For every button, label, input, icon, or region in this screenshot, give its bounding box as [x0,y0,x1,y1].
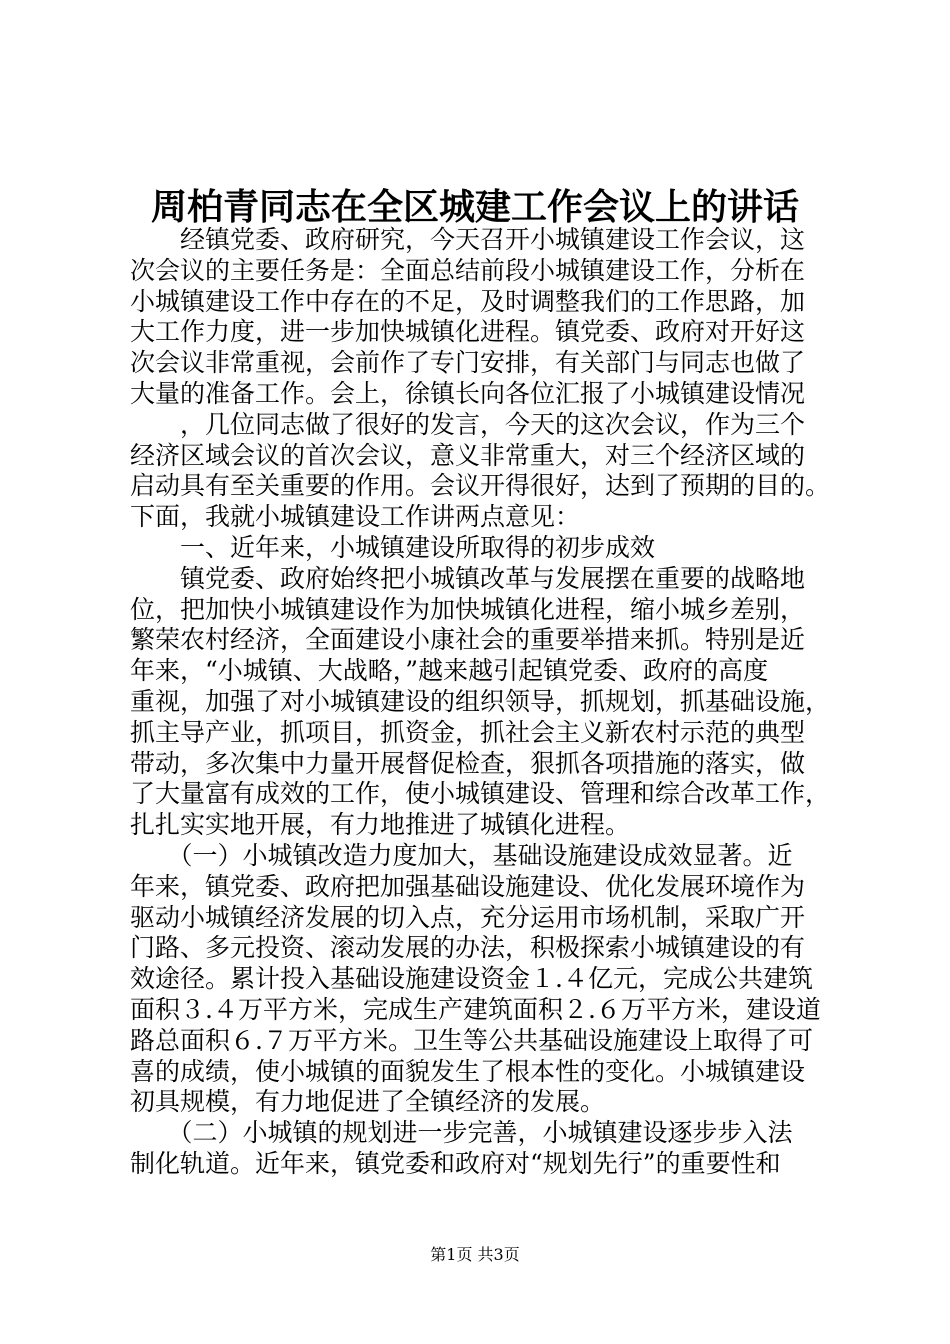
document-body [130,225,835,1180]
body-line: 大量的准备工作。会上，徐镇长向各位汇报了小城镇建设情况 [130,378,806,408]
body-line: 经镇党委、政府研究，今天召开小城镇建设工作会议，这 [130,225,806,254]
body-line: 次会议非常重视，会前作了专门安排，有关部门与同志也做了 [130,348,806,378]
body-line: 启动具有至关重要的作用。会议开得很好，达到了预期的目的。 [130,471,831,501]
body-line: 年来，“小城镇、大战略，”越来越引起镇党委、政府的高度 [130,656,769,686]
body-line: （一）小城镇改造力度加大，基础设施建设成效显著。近 [130,840,793,870]
body-line: 初具规模，有力地促进了全镇经济的发展。 [130,1087,606,1117]
body-line: 年来，镇党委、政府把加强基础设施建设、优化发展环境作为 [130,871,806,901]
body-line: 门路、多元投资、滚动发展的办法，积极探索小城镇建设的有 [130,933,806,963]
body-line: 繁荣农村经济，全面建设小康社会的重要举措来抓。特别是近 [130,625,806,655]
body-line: 小城镇建设工作中存在的不足，及时调整我们的工作思路，加 [130,286,806,316]
body-line: 重视，加强了对小城镇建设的组织领导，抓规划，抓基础设施， [130,686,831,716]
body-line: 了大量富有成效的工作，使小城镇建设、管理和综合改革工作， [130,779,831,809]
body-line: 制化轨道。近年来，镇党委和政府对“规划先行”的重要性和 [130,1148,781,1178]
page-footer: 第1页 共3页 [430,1245,520,1264]
body-line: 喜的成绩，使小城镇的面貌发生了根本性的变化。小城镇建设 [130,1056,806,1086]
body-line: 次会议的主要任务是：全面总结前段小城镇建设工作，分析在 [130,255,806,285]
body-line: 驱动小城镇经济发展的切入点，充分运用市场机制，采取广开 [130,902,806,932]
body-line: 经济区域会议的首次会议，意义非常重大，对三个经济区域的 [130,440,806,470]
body-line: （二）小城镇的规划进一步完善，小城镇建设逐步步入法 [130,1118,793,1148]
body-line: 大工作力度，进一步加快城镇化进程。镇党委、政府对开好这 [130,317,806,347]
body-line: ，几位同志做了很好的发言，今天的这次会议，作为三个 [130,409,806,439]
body-line: 带动，多次集中力量开展督促检查，狠抓各项措施的落实，做 [130,748,806,778]
body-line: 镇党委、政府始终把小城镇改革与发展摆在重要的战略地 [130,563,806,593]
body-line: 扎扎实实地开展，有力地推进了城镇化进程。 [130,810,631,840]
document-title: 周柏青同志在全区城建工作会议上的讲话 [150,187,799,228]
body-line: 一、近年来，小城镇建设所取得的初步成效 [130,532,656,562]
body-line: 路总面积６.７万平方米。卫生等公共基础设施建设上取得了可 [130,1025,813,1055]
body-line: 面积３.４万平方米，完成生产建筑面积２.６万平方米，建设道 [130,994,821,1024]
body-line: 抓主导产业，抓项目，抓资金，抓社会主义新农村示范的典型 [130,717,806,747]
body-line: 效途径。累计投入基础设施建设资金１.４亿元，完成公共建筑 [130,964,813,994]
body-line: 下面，我就小城镇建设工作讲两点意见： [130,502,581,532]
body-line: 位，把加快小城镇建设作为加快城镇化进程，缩小城乡差别， [130,594,806,624]
